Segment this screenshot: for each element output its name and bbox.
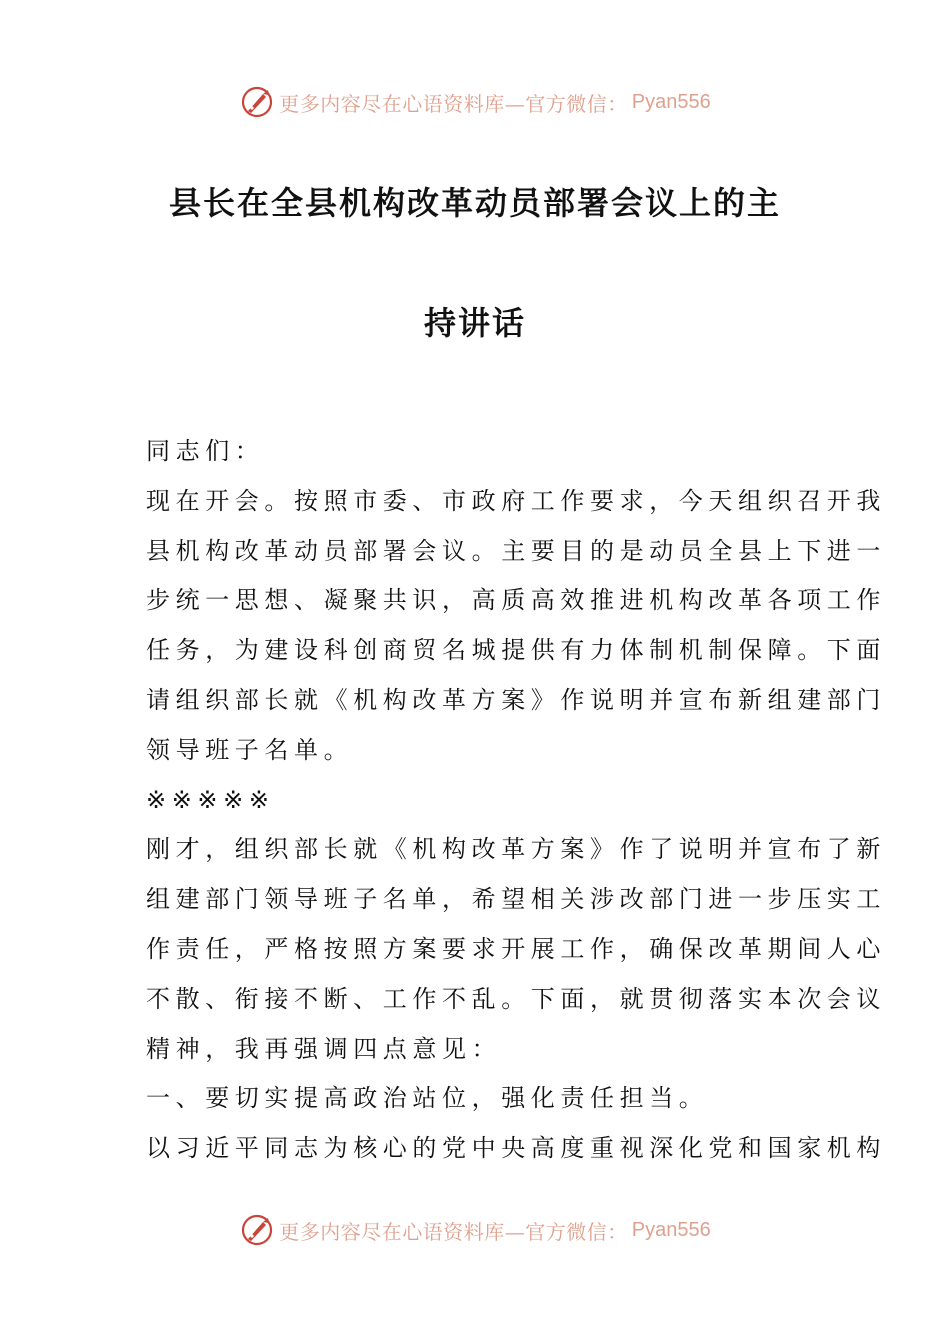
- text-line: 刚才，组织部长就《机构改革方案》作了说明并宣布了新: [146, 835, 886, 864]
- text-line: 同志们：: [146, 437, 265, 465]
- watermark-text: 更多内容尽在心语资料库—官方微信：: [279, 1219, 628, 1244]
- text-line: 精神，我再强调四点意见：: [146, 1034, 502, 1063]
- text-line: 组建部门领导班子名单，希望相关涉改部门进一步压实工: [146, 885, 886, 914]
- watermark-wechat-id: Pyan556: [631, 90, 711, 113]
- pen-nib-logo-icon: [239, 84, 275, 120]
- text-line: 步统一思想、凝聚共识，高质高效推进机构改革各项工作: [146, 586, 886, 615]
- text-line: 不散、衔接不断、工作不乱。下面，就贯彻落实本次会议: [146, 984, 886, 1013]
- text-line: 以习近平同志为核心的党中央高度重视深化党和国家机构: [146, 1134, 886, 1163]
- text-line: 领导班子名单。: [146, 735, 354, 764]
- section-heading: 一、要切实提高政治站位，强化责任担当。: [146, 1084, 709, 1113]
- header-watermark: [0, 82, 950, 122]
- watermark-text: 更多内容尽在心语资料库—官方微信：: [279, 91, 628, 116]
- text-line: 请组织部长就《机构改革方案》作说明并宣布新组建部门: [146, 685, 886, 714]
- text-line: 任务，为建设科创商贸名城提供有力体制机制保障。下面: [146, 636, 886, 665]
- document-body: [146, 427, 886, 1174]
- pen-nib-logo-icon: [239, 1212, 275, 1248]
- text-line: 作责任，严格按照方案要求开展工作，确保改革期间人心: [146, 934, 886, 963]
- document-title-line-1: 县长在全县机构改革动员部署会议上的主: [168, 184, 781, 222]
- watermark-wechat-id: Pyan556: [631, 1218, 711, 1241]
- footer-watermark: [0, 1210, 950, 1250]
- text-line: 县机构改革动员部署会议。主要目的是动员全县上下进一: [146, 536, 886, 565]
- text-line: 现在开会。按照市委、市政府工作要求，今天组织召开我: [146, 486, 886, 515]
- section-separator: ※※※※※: [146, 785, 275, 814]
- document-title-line-2: 持讲话: [423, 304, 526, 342]
